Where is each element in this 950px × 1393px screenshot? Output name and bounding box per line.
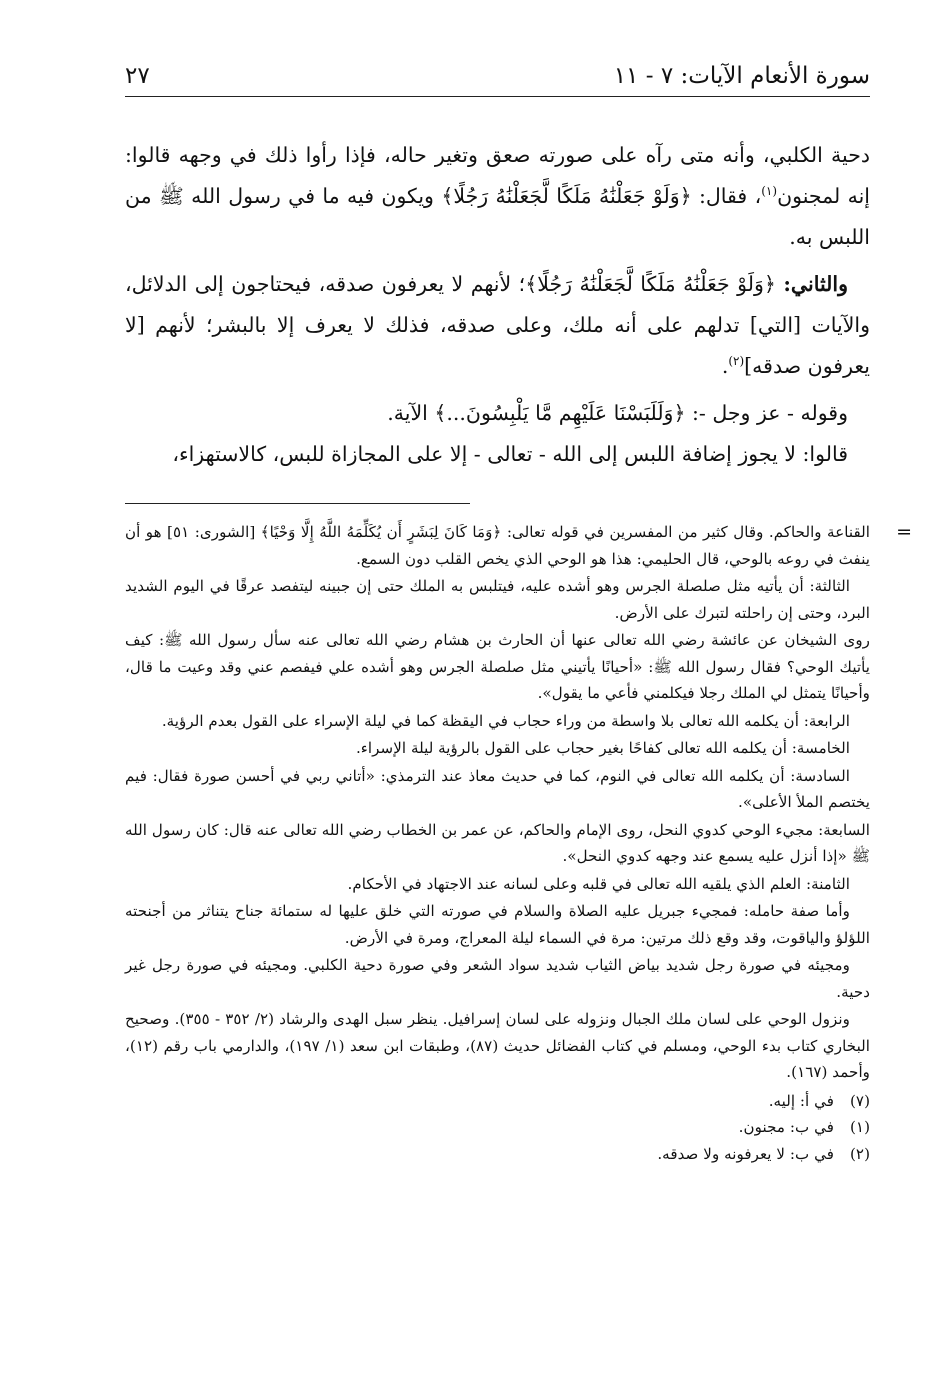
main-paragraph-1 [125,135,870,258]
footnote-item [125,1088,870,1115]
footnote-text: في ب: لا يعرفونه ولا صدقه. [657,1144,834,1163]
para1-text-c: ويكون فيه ما في رسول الله ﷺ من اللبس به. [125,184,870,249]
continuation-mark: = [896,521,912,543]
para3-text-a: وقوله - عز وجل -: [685,401,848,425]
footnote-ref-2: (٢) [728,354,745,369]
footnote-number: (٧) [849,1091,870,1110]
footnote-number: (١) [849,1118,870,1136]
para2-label: والثاني: [783,272,848,296]
page-number: ٢٧ [125,63,150,89]
note-paragraph: القناعة والحاكم. وقال كثير من المفسرين في قوله تعالى: ﴿وَمَا كَانَ لِبَشَرٍ أَن يُكَلِّمَهُ اللَّهُ إِلَّا وَحْيًا﴾ [الشورى: ٥١] هو أن ينفث في روعه بالوحي، قال الحليمي: هذا هو الوحي الذي يخص القلب دون السمع. [125,523,871,568]
para3-text-b: الآية. [387,401,435,425]
footnote-text: في ب: مجنون. [738,1118,834,1136]
para1-text-b: ، فقال: [691,184,762,208]
main-paragraph-2 [125,264,870,387]
note-paragraph: الخامسة: أن يكلمه الله تعالى كفاحًا بغير حجاب على القول بالرؤية ليلة الإسراء. [355,739,850,757]
note-paragraph: الرابعة: أن يكلمه الله تعالى بلا واسطة من وراء حجاب في اليقظة كما في ليلة الإسراء على القول بعدم الرؤية. [161,711,850,730]
note-paragraph: الثالثة: أن يأتيه مثل صلصلة الجرس وهو أشده عليه، فيتلبس به الملك حتى إن جبينه ليتفصد عرقًا في اليوم الشديد البرد، وحتى إن راحلته لتبرك على الأرض. [125,577,870,622]
note-paragraph: روى الشيخان عن عائشة رضي الله تعالى عنها أن الحارث بن هشام رضي الله تعالى عنه سأل رسول الله ﷺ: كيف يأتيك الوحي؟ فقال رسول الله ﷺ: «أحيانًا يأتيني مثل صلصلة الجرس وهو أشده علي فيفصم عني وقد وعيت ما قال، وأحيانًا يتمثل لي الملك رجلا فيكلمني فأعي ما يقول». [125,631,870,702]
para1-text: دحية الكلبي، وأنه متى رآه على صورته صعق وتغير حاله، فإذا رأوا ذلك في وجهه قالوا: إنه لمجنون [125,143,870,208]
para2-end: . [721,354,729,378]
quran-verse-1: ﴿وَلَوْ جَعَلْنَٰهُ مَلَكًا لَّجَعَلْنَٰهُ رَجُلًا﴾ [441,184,692,208]
footnote-item [125,1141,870,1168]
header-rule [125,96,870,97]
note-paragraph: ومجيئه في صورة رجل شديد بياض الثياب شديد سواد الشعر وفي صورة دحية الكلبي. ومجيئه في صورة رجل غير دحية. [125,956,870,1001]
header-title: سورة الأنعام الآيات: ٧ - ١١ [613,63,870,89]
main-paragraph-4: قالوا: لا يجوز إضافة اللبس إلى الله - تعالى - إلا على المجازاة للبس، كالاستهزاء، [172,442,848,466]
para2-text: ؛ لأنهم لا يعرفون صدقه، فيحتاجون إلى الدلائل، والآيات [التي] تدلهم على أنه ملك، وعلى صدقه، فذلك لا يعرف إلا بالبشر؛ لأنهم [لا يعرفون صدقه] [125,272,870,378]
note-paragraph: الثامنة: العلم الذي يلقيه الله تعالى في قلبه وعلى لسانه عند الاجتهاد في الأحكام. [347,874,850,893]
separator-rule [125,503,470,504]
note-paragraph: السابعة: مجيء الوحي كدوي النحل، روى الإمام والحاكم، عن عمر بن الخطاب رضي الله تعالى عنه قال: كان رسول الله ﷺ «إذا أنزل عليه يسمع عند وجهه كدوي النحل». [125,820,870,865]
main-paragraph-3 [125,393,870,434]
footnotes-area [125,519,912,1167]
note-paragraph: السادسة: أن يكلمه الله تعالى في النوم، كما في حديث معاذ عند الترمذي: «أتاني ربي في أحسن صورة فقال: فيم يختصم الملأ الأعلى». [125,766,870,811]
footnote-text: في أ: إليه. [768,1091,834,1110]
footnote-ref-1: (١) [761,184,778,199]
note-paragraph: وأما صفة حامله: فمجيء جبريل عليه الصلاة والسلام في صورته التي خلق عليها له ستمائة جناح يتناثر من أجنحته اللؤلؤ والياقوت، وقد وقع ذلك مرتين: مرة في السماء ليلة المعراج، ومرة في الأرض. [125,902,870,947]
footnote-number: (٢) [849,1144,870,1163]
footnote-list [125,1088,870,1168]
footnote-separator [125,487,870,519]
main-text [125,135,870,475]
footnote-item [125,1114,870,1141]
quran-verse-2: ﴿وَلَوْ جَعَلْنَٰهُ مَلَكًا لَّجَعَلْنَٰهُ رَجُلًا﴾ [525,272,784,296]
running-header [125,52,870,92]
page [125,52,912,1382]
quran-verse-3: ﴿وَلَلَبَسْنَا عَلَيْهِم مَّا يَلْبِسُونَ...﴾ [434,401,686,425]
note-paragraph: ونزول الوحي على لسان ملك الجبال ونزوله على لسان إسرافيل. ينظر سبل الهدى والرشاد (٢/ ٣٥٢ - ٣٥٥). وصحيح البخاري كتاب بدء الوحي، ومسلم في كتاب الفضائل حديث (٨٧)، وطبقات ابن سعد (١/ ١٩٧)، والدارمي باب رقم (١٢)، وأحمد (١٦٧). [125,1010,870,1081]
